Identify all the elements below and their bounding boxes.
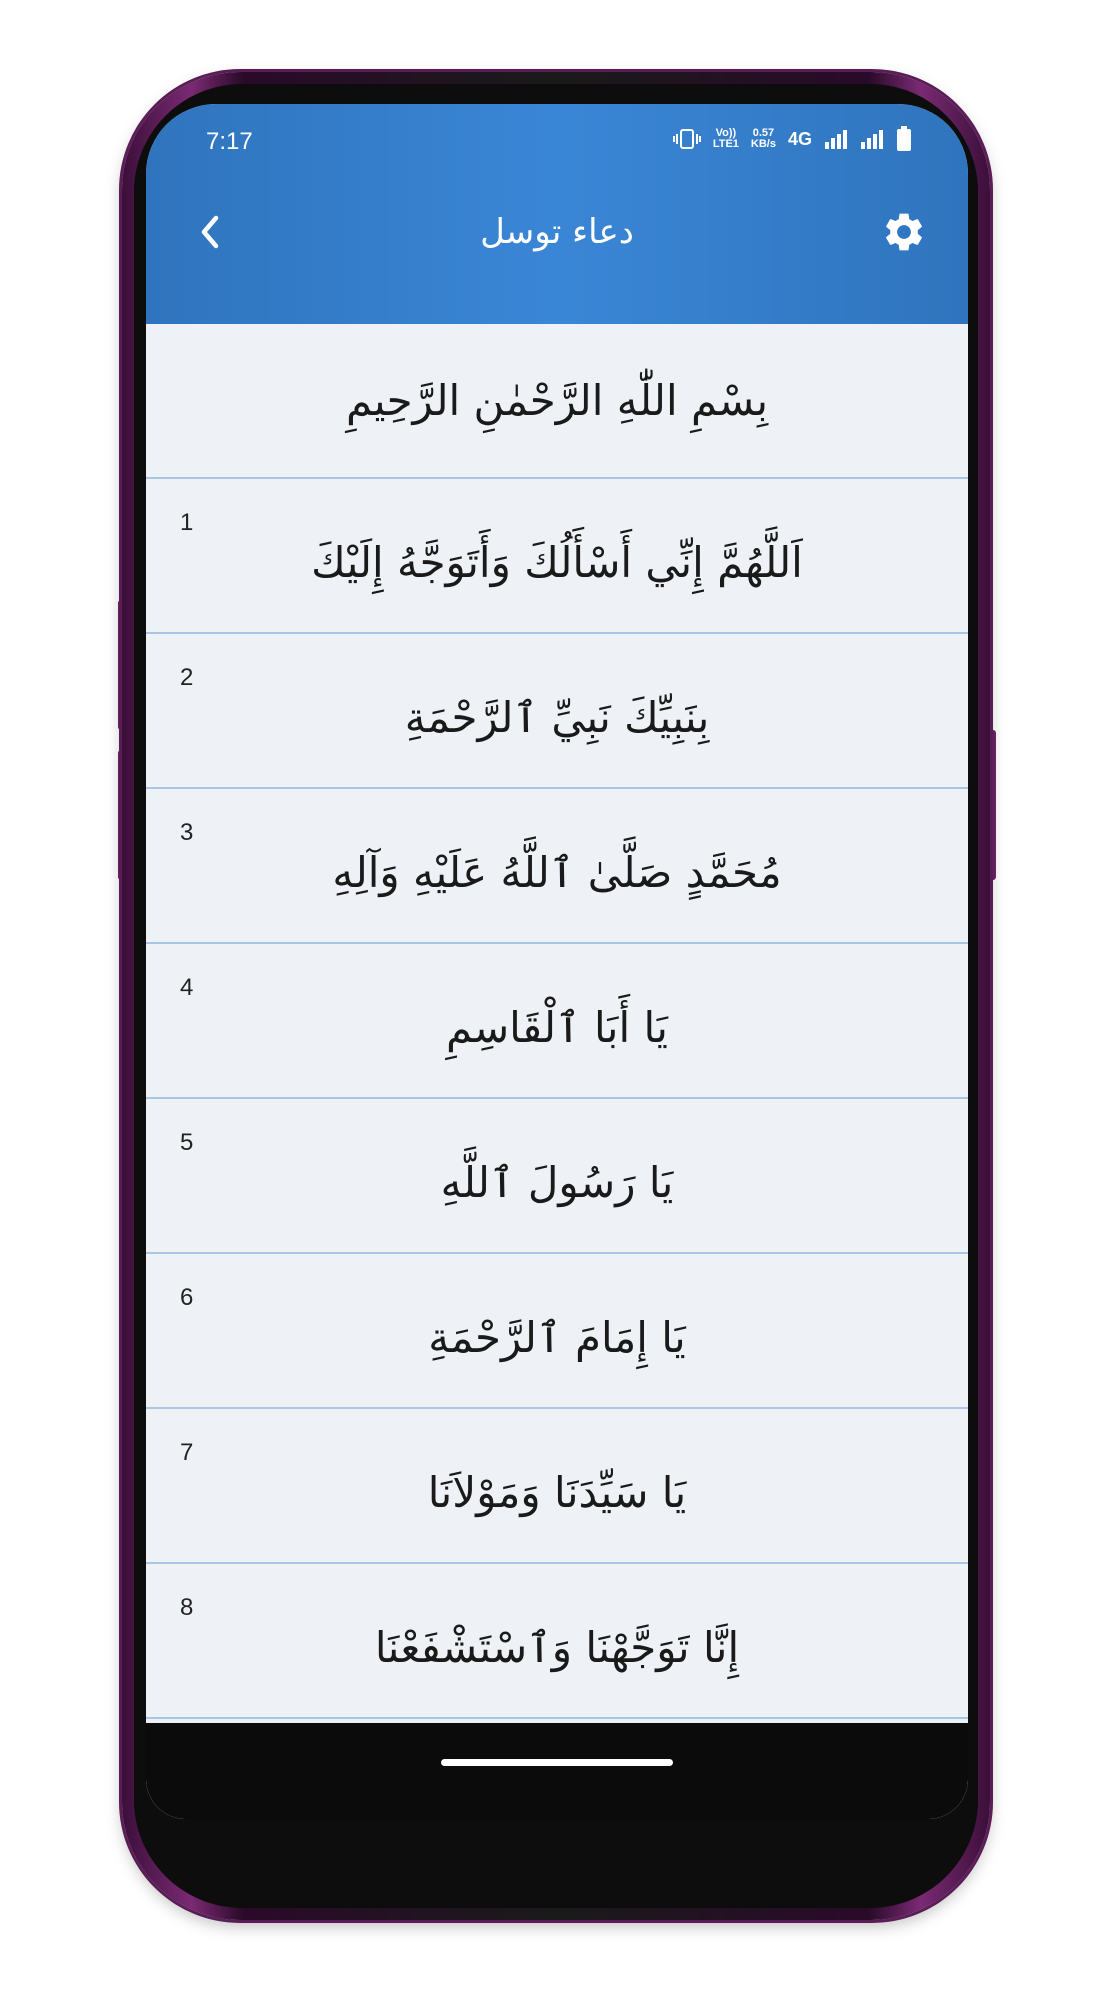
list-item[interactable]: [146, 944, 968, 1099]
verse-number: 2: [180, 664, 194, 691]
status-bar: [146, 104, 968, 174]
list-item[interactable]: [146, 1254, 968, 1409]
volte-indicator: [713, 128, 739, 150]
system-nav-bar: [146, 1723, 968, 1819]
list-item[interactable]: [146, 789, 968, 944]
verse-text: اَللَّهُمَّ إِنِّي أَسْأَلُكَ وَأَتَوَجَّهُ إِلَيْكَ: [311, 538, 803, 587]
app-screen: [146, 104, 968, 1819]
list-item[interactable]: [146, 1409, 968, 1564]
verse-text: يَا إِمَامَ ٱلرَّحْمَةِ: [428, 1313, 686, 1362]
volte-bottom-label: LTE1: [712, 138, 739, 150]
verse-text: بِسْمِ اللّٰهِ الرَّحْمٰنِ الرَّحِيمِ: [345, 376, 769, 425]
verse-number: 1: [180, 509, 194, 536]
volte-top-label: Vo)): [715, 127, 737, 139]
verse-number: 5: [180, 1129, 194, 1156]
network-type: 4G: [787, 128, 812, 149]
list-item[interactable]: [146, 1099, 968, 1254]
top-bar: [146, 104, 968, 324]
list-item[interactable]: [146, 479, 968, 634]
status-icons: [673, 126, 912, 152]
speed-unit: KB/s: [750, 138, 776, 150]
home-indicator[interactable]: [441, 1759, 673, 1766]
verse-list[interactable]: [146, 324, 968, 1819]
vibrate-icon: [673, 128, 701, 150]
speed-value: 0.57: [752, 127, 775, 139]
power-button: [990, 730, 996, 880]
verse-number: 3: [180, 819, 194, 846]
list-item[interactable]: [146, 1564, 968, 1719]
verse-text: يَا سَيِّدَنَا وَمَوْلاَنَا: [427, 1468, 687, 1517]
verse-number: 8: [180, 1594, 194, 1621]
verse-text: يَا أَبَا ٱلْقَاسِمِ: [446, 1003, 668, 1052]
app-bar: [146, 174, 968, 324]
settings-button[interactable]: [876, 204, 932, 260]
chevron-left-icon: [194, 212, 226, 252]
status-time: 7:17: [206, 128, 253, 155]
signal-icon: [824, 128, 848, 150]
list-item[interactable]: [146, 634, 968, 789]
signal-icon-2: [860, 128, 884, 150]
verse-text: يَا رَسُولَ ٱللَّهِ: [440, 1158, 674, 1207]
page-title: دعاء توسل: [480, 212, 634, 252]
verse-number: 7: [180, 1439, 194, 1466]
battery-icon: [896, 126, 912, 152]
back-button[interactable]: [182, 204, 238, 260]
data-speed: [751, 128, 776, 150]
gear-icon: [881, 209, 927, 255]
verse-text: إِنَّا تَوَجَّهْنَا وَٱسْتَشْفَعْنَا: [374, 1623, 740, 1672]
verse-number: 4: [180, 974, 194, 1001]
verse-number: 6: [180, 1284, 194, 1311]
list-item[interactable]: [146, 324, 968, 479]
verse-text: مُحَمَّدٍ صَلَّىٰ ٱللَّهُ عَلَيْهِ وَآلِهِ: [332, 848, 782, 897]
verse-text: بِنَبِيِّكَ نَبِيِّ ٱلرَّحْمَةِ: [404, 693, 710, 742]
